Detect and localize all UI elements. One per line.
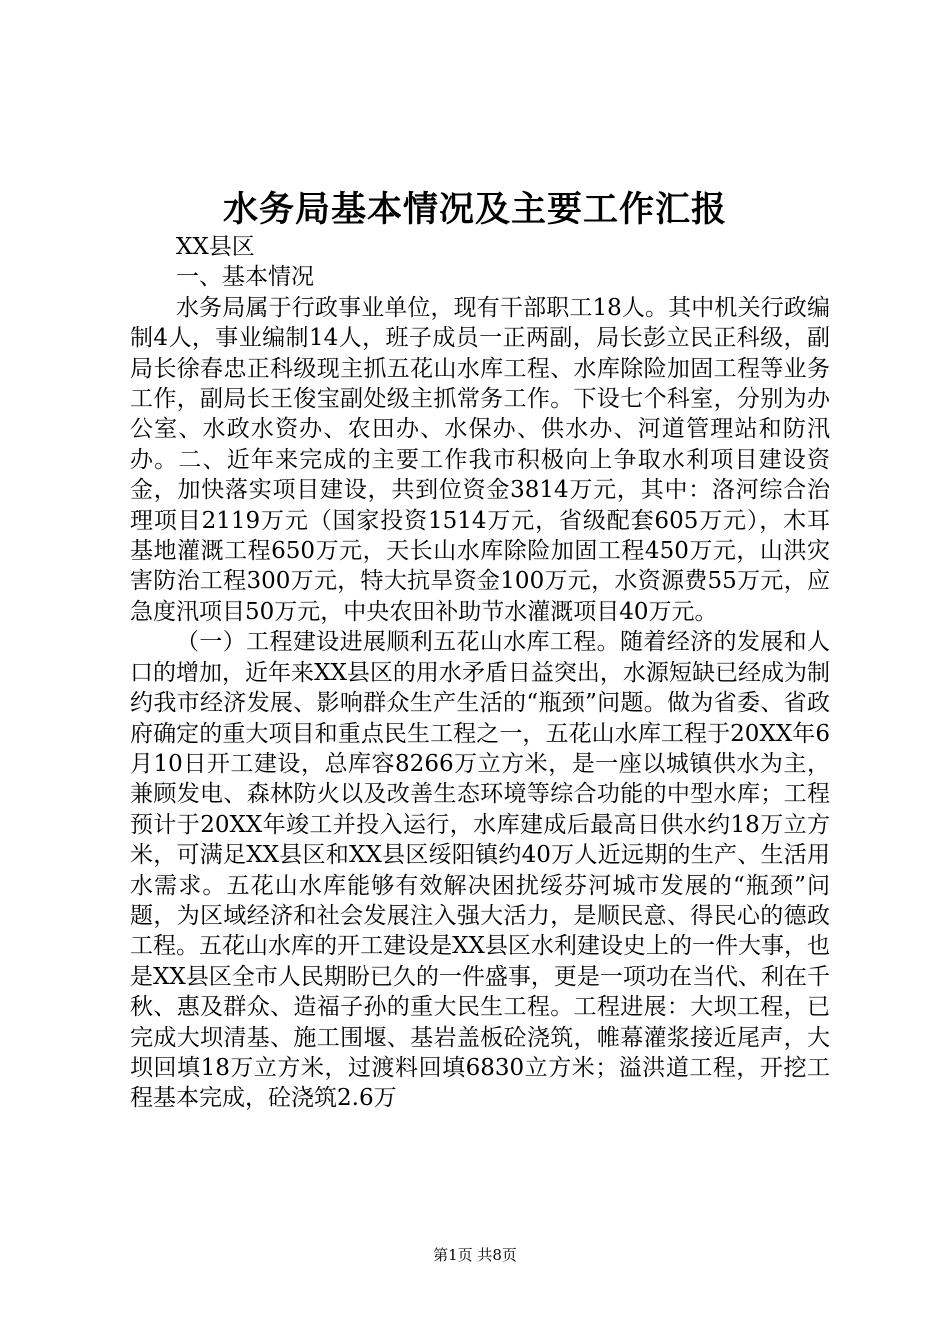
- body-paragraph: 水务局属于行政事业单位，现有干部职工18人。其中机关行政编制4人，事业编制14人，班子成员一正两副，局长彭立民正科级，副局长徐春忠正科级现主抓五花山水库工程、水库除险加固工程等业务工作，副局长王俊宝副处级主抓常务工作。下设七个科室，分别为办公室、水政水资办、农田办、水保办、供水办、河道管理站和防汛办。二、近年来完成的主要工作我市积极向上争取水利项目建设资金，加快落实项目建设，共到位资金3814万元，其中：洛河综合治理项目2119万元（国家投资1514万元，省级配套605万元），木耳基地灌溉工程650万元，天长山水库除险加固工程450万元，山洪灾害防治工程300万元，特大抗旱资金100万元，水资源费55万元，应急度汛项目50万元，中央农田补助节水灌溉项目40万元。: [130, 294, 830, 625]
- document-title: 水务局基本情况及主要工作汇报: [222, 189, 727, 230]
- page-footer: 第1页 共8页: [433, 1246, 517, 1264]
- section-heading: 一、基本情况: [176, 264, 314, 291]
- region-line: XX县区: [176, 234, 255, 260]
- document-body: [130, 232, 830, 1114]
- body-paragraph: （一）工程建设进展顺利五花山水库工程。随着经济的发展和人口的增加，近年来XX县区的用水矛盾日益突出，水源短缺已经成为制约我市经济发展、影响群众生产生活的“瓶颈”问题。做为省委、省政府确定的重大项目和重点民生工程之一，五花山水库工程于20XX年6月10日开工建设，总库容8266万立方米，是一座以城镇供水为主，兼顾发电、森林防火以及改善生态环境等综合功能的中型水库；工程预计于20XX年竣工并投入运行，水库建成后最高日供水约18万立方米，可满足XX县区和XX县区绥阳镇约40万人近远期的生产、生活用水需求。五花山水库能够有效解决困扰绥芬河城市发展的“瓶颈”问题，为区域经济和社会发展注入强大活力，是顺民意、得民心的德政工程。五花山水库的开工建设是XX县区水利建设史上的一件大事，也是XX县区全市人民期盼已久的一件盛事，更是一项功在当代、利在千秋、惠及群众、造福子孙的重大民生工程。工程进展：大坝工程，已完成大坝清基、施工围堰、基岩盖板砼浇筑，帷幕灌浆接近尾声，大坝回填18万立方米，过渡料回填6830立方米；溢洪道工程，开挖工程基本完成，砼浇筑2.6万: [130, 629, 830, 1112]
